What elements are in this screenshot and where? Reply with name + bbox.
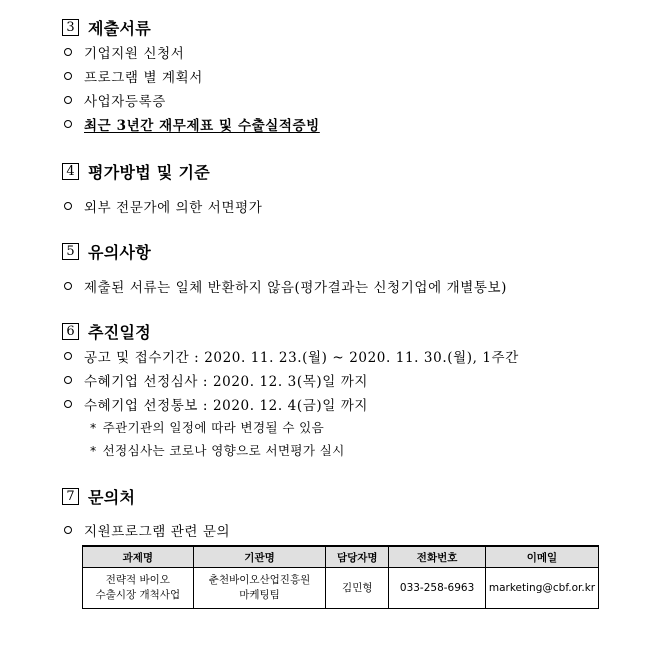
circle-bullet-icon xyxy=(64,120,72,128)
section-7-heading xyxy=(62,485,135,508)
footnote: * 주관기관의 일정에 따라 변경될 수 있음 xyxy=(90,420,325,435)
column-header: 이메일 xyxy=(485,546,598,568)
section-title: 유의사항 xyxy=(88,243,152,262)
circle-bullet-icon xyxy=(64,400,72,408)
circle-bullet-icon xyxy=(64,282,72,290)
circle-bullet-icon xyxy=(64,526,72,534)
list-item: 제출된 서류는 일체 반환하지 않음(평가결과는 신청기업에 개별통보) xyxy=(64,276,507,296)
list-item-emphasized: 최근 3년간 재무제표 및 수출실적증빙 xyxy=(64,114,320,134)
list-item: 수혜기업 선정심사 : 2020. 12. 3(목)일 까지 xyxy=(64,370,368,390)
list-item: 기업지원 신청서 xyxy=(64,42,184,62)
asterisk-marker: * xyxy=(90,443,97,458)
list-item: 프로그램 별 계획서 xyxy=(64,66,203,86)
column-header: 담당자명 xyxy=(326,546,389,568)
section-title: 추진일정 xyxy=(88,323,152,342)
section-number-box: 4 xyxy=(62,163,79,180)
contact-table xyxy=(82,545,599,609)
column-header: 전화번호 xyxy=(389,546,486,568)
list-item: 사업자등록증 xyxy=(64,90,166,110)
section-title: 평가방법 및 기준 xyxy=(88,163,211,182)
circle-bullet-icon xyxy=(64,352,72,360)
circle-bullet-icon xyxy=(64,202,72,210)
section-number-box: 3 xyxy=(62,19,79,36)
list-item: 공고 및 접수기간 : 2020. 11. 23.(월) ~ 2020. 11. 30.(월), 1주간 xyxy=(64,346,519,366)
phone-cell: 033-258-6963 xyxy=(389,568,486,609)
section-title: 문의처 xyxy=(88,488,136,507)
section-5-heading xyxy=(62,240,151,263)
section-number-box: 6 xyxy=(62,323,79,340)
asterisk-marker: * xyxy=(90,420,97,435)
section-3-heading xyxy=(62,16,151,39)
circle-bullet-icon xyxy=(64,376,72,384)
table-row xyxy=(83,568,599,609)
circle-bullet-icon xyxy=(64,48,72,56)
table-header-row xyxy=(83,546,599,568)
list-item: 수혜기업 선정통보 : 2020. 12. 4(금)일 까지 xyxy=(64,394,368,414)
list-item: 외부 전문가에 의한 서면평가 xyxy=(64,196,262,216)
column-header: 기관명 xyxy=(193,546,326,568)
footnote: * 선정심사는 코로나 영향으로 서면평가 실시 xyxy=(90,443,345,458)
column-header: 과제명 xyxy=(83,546,194,568)
organization-cell: 춘천바이오산업진흥원 마케팅팀 xyxy=(193,568,326,609)
section-title: 제출서류 xyxy=(88,19,152,38)
section-number-box: 7 xyxy=(62,488,79,505)
email-cell: marketing@cbf.or.kr xyxy=(485,568,598,609)
circle-bullet-icon xyxy=(64,72,72,80)
manager-cell: 김민형 xyxy=(326,568,389,609)
circle-bullet-icon xyxy=(64,96,72,104)
section-4-heading xyxy=(62,160,210,183)
section-6-heading xyxy=(62,320,151,343)
project-cell: 전략적 바이오 수출시장 개척사업 xyxy=(83,568,194,609)
list-item: 지원프로그램 관련 문의 xyxy=(64,520,230,540)
section-number-box: 5 xyxy=(62,243,79,260)
